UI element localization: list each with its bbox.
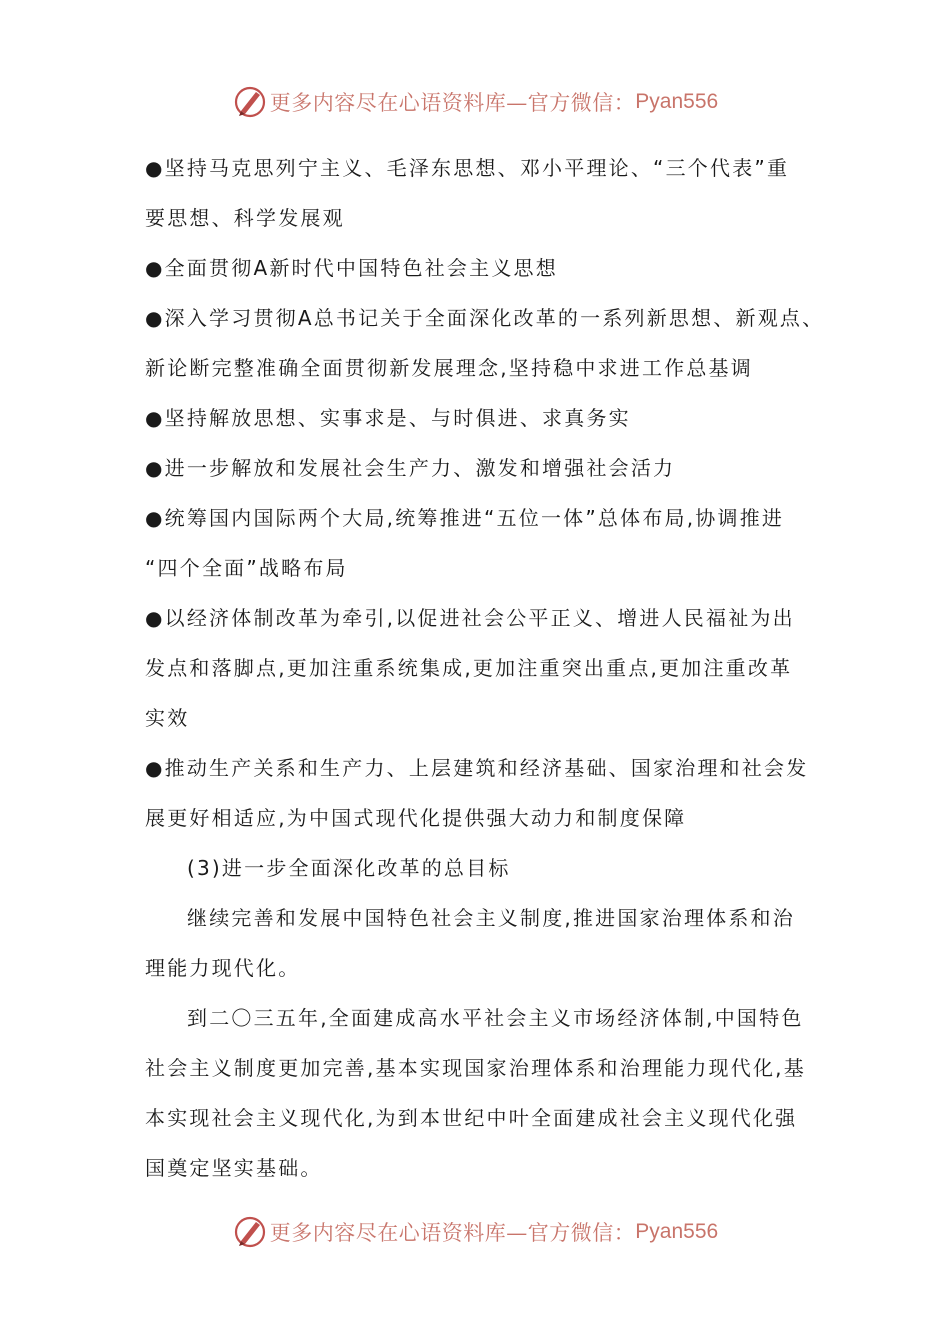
text-line: ●统筹国内国际两个大局,统筹推进“五位一体”总体布局,协调推进 — [145, 506, 785, 530]
footer-banner — [0, 1210, 950, 1254]
text-line: ●以经济体制改革为牵引,以促进社会公平正义、增进人民福祉为出 — [145, 606, 795, 630]
text-line: 发点和落脚点,更加注重系统集成,更加注重突出重点,更加注重改革 — [145, 656, 793, 680]
text-line: 新论断完整准确全面贯彻新发展理念,坚持稳中求进工作总基调 — [145, 356, 753, 380]
text-line: ●进一步解放和发展社会生产力、激发和增强社会活力 — [145, 456, 676, 480]
text-line: 实效 — [145, 706, 190, 730]
pen-logo-icon — [232, 84, 268, 120]
text-line: 到二〇三五年,全面建成高水平社会主义市场经济体制,中国特色 — [187, 1006, 804, 1030]
document-body — [145, 143, 825, 1193]
pen-logo-icon — [232, 1214, 268, 1250]
text-line: ●全面贯彻A新时代中国特色社会主义思想 — [145, 256, 558, 280]
banner-wechat-id: Pyan556 — [635, 90, 719, 113]
text-line: “四个全面”战略布局 — [145, 556, 348, 580]
text-line: 继续完善和发展中国特色社会主义制度,推进国家治理体系和治 — [187, 906, 795, 930]
banner-wechat-id: Pyan556 — [635, 1220, 719, 1243]
text-line: 社会主义制度更加完善,基本实现国家治理体系和治理能力现代化,基 — [145, 1056, 806, 1080]
header-banner — [0, 80, 950, 124]
text-line: ●坚持马克思列宁主义、毛泽东思想、邓小平理论、“三个代表”重 — [145, 156, 790, 180]
section-heading: (3)进一步全面深化改革的总目标 — [187, 856, 511, 880]
text-line: ●推动生产关系和生产力、上层建筑和经济基础、国家治理和社会发 — [145, 756, 809, 780]
text-line: 展更好相适应,为中国式现代化提供强大动力和制度保障 — [145, 806, 687, 830]
text-line: 要思想、科学发展观 — [145, 206, 345, 230]
banner-text: 更多内容尽在心语资料库—官方微信： — [269, 91, 636, 115]
banner-text: 更多内容尽在心语资料库—官方微信： — [269, 1221, 636, 1245]
text-line: ●深入学习贯彻A总书记关于全面深化改革的一系列新思想、新观点、 — [145, 306, 825, 330]
text-line: 国奠定坚实基础。 — [145, 1156, 323, 1180]
text-line: 理能力现代化。 — [145, 956, 301, 980]
text-line: ●坚持解放思想、实事求是、与时俱进、求真务实 — [145, 406, 631, 430]
text-line: 本实现社会主义现代化,为到本世纪中叶全面建成社会主义现代化强 — [145, 1106, 798, 1130]
